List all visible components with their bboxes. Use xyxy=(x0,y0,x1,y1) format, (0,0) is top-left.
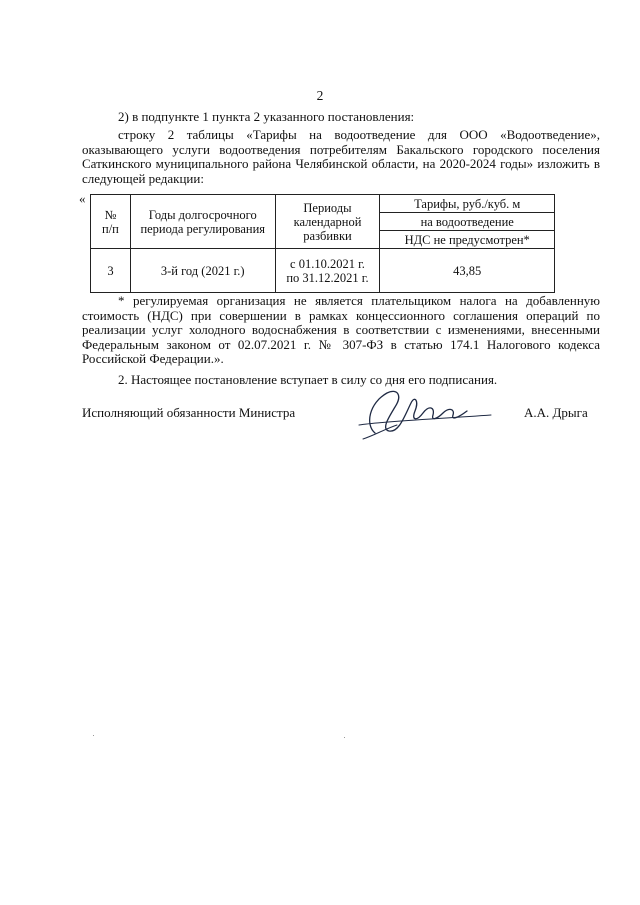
row-period-to: по 31.12.2021 г. xyxy=(286,270,369,285)
row-tariff: 43,85 xyxy=(380,249,555,293)
row-number: 3 xyxy=(91,249,131,293)
subheader-vat: НДС не предусмотрен* xyxy=(380,231,555,249)
tariff-table xyxy=(90,194,555,293)
lead-paragraph: строку 2 таблицы «Тарифы на водоотведение для ООО «Водоотведение», оказывающего услуги водоотведения потребителям Бакальского городского поселения Саткинского муниципального района Челябинской области, на 2020-2024 годы» изложить в следующей редакции: xyxy=(82,127,600,186)
row-year: 3-й год (2021 г.) xyxy=(130,249,275,293)
row-period xyxy=(275,249,380,293)
intro-paragraph: 2) в подпункте 1 пункта 2 указанного постановления: xyxy=(118,109,415,124)
signer-name: А.А. Дрыга xyxy=(524,405,588,420)
subheader-water: на водоотведение xyxy=(380,213,555,231)
opening-quote: « xyxy=(79,191,86,206)
scan-speck xyxy=(93,735,94,736)
page-number: 2 xyxy=(316,88,324,103)
header-years: Годы долгосрочного периода регулирования xyxy=(130,195,275,249)
signature-image xyxy=(345,385,495,445)
footnote-paragraph: * регулируемая организация не является плательщиком налога на добавленную стоимость (НДС) при совершении в рамках концессионного соглашения операций по реализации услуг холодного водоснабжения в соответствии с изменениями, внесенными Федеральным законом от 02.07.2021 г. № 307-ФЗ в статью 174.1 Налогового кодекса Российской Федерации.». xyxy=(82,293,600,367)
table-row xyxy=(91,249,555,293)
scan-speck xyxy=(344,737,345,738)
header-periods: Периоды календарной разбивки xyxy=(275,195,380,249)
header-tariff: Тарифы, руб./куб. м xyxy=(380,195,555,213)
header-number: № п/п xyxy=(91,195,131,249)
signer-title: Исполняющий обязанности Министра xyxy=(82,405,296,420)
effect-paragraph: 2. Настоящее постановление вступает в силу со дня его подписания. xyxy=(118,372,498,387)
row-period-from: с 01.10.2021 г. xyxy=(290,256,365,271)
